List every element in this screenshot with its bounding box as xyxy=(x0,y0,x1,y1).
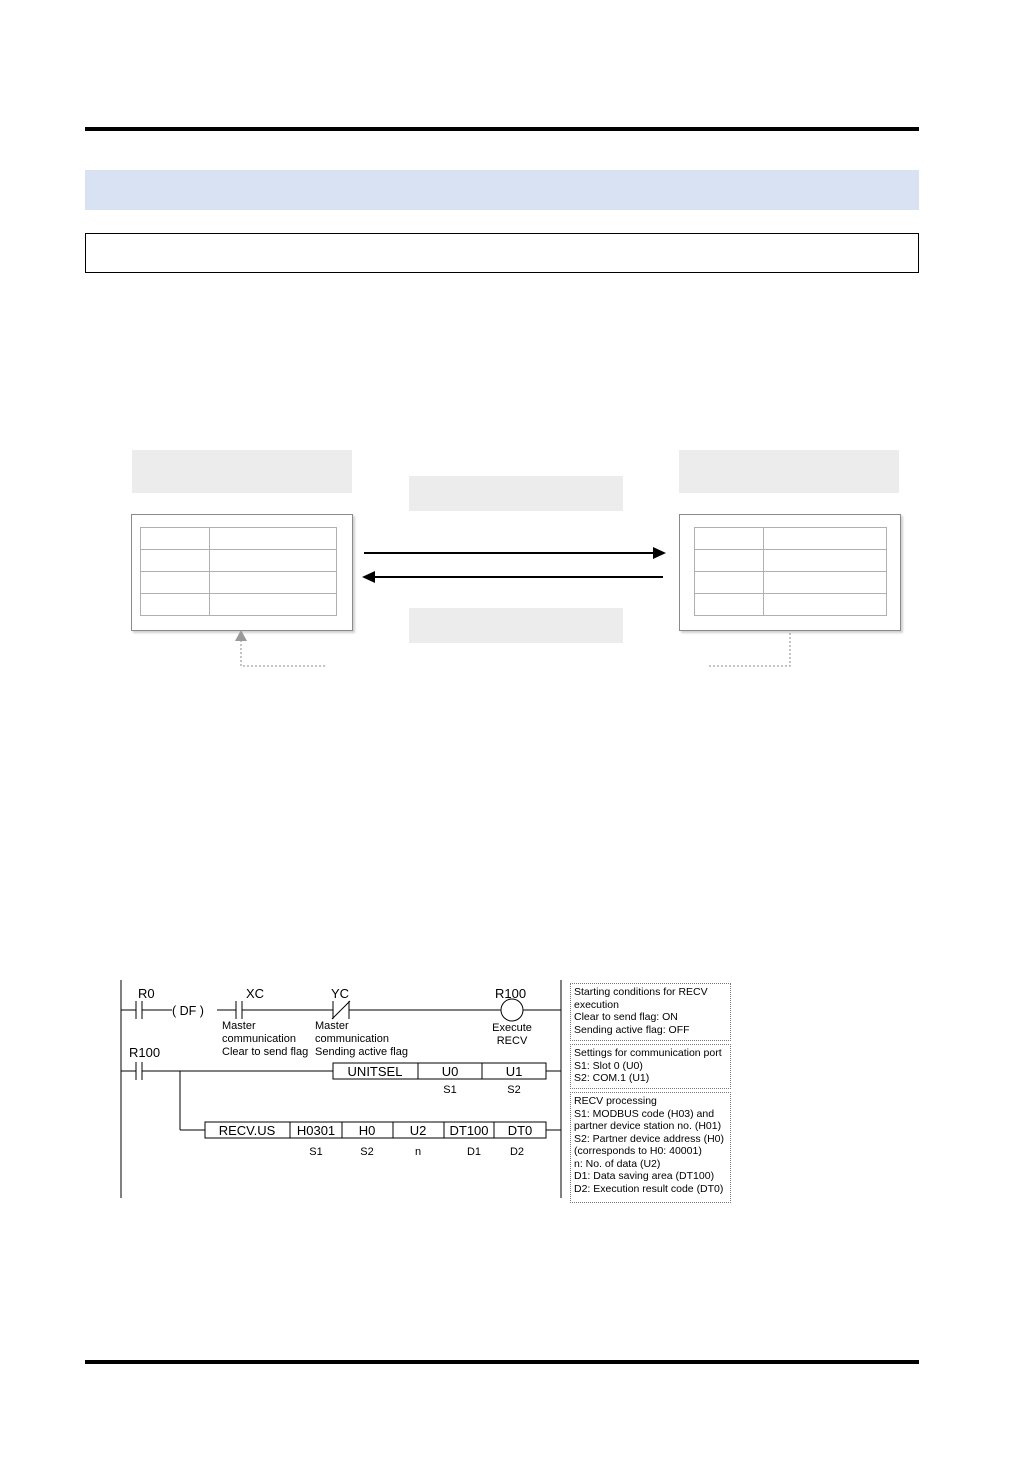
xc-desc-line: communication xyxy=(222,1033,296,1045)
unitsel-name: UNITSEL xyxy=(347,1064,403,1079)
r100-coil-label: R100 xyxy=(495,986,527,1001)
recv-param-n: n xyxy=(414,1146,422,1158)
store-arrow-head xyxy=(235,630,247,641)
note-line: S1: Slot 0 (U0) xyxy=(574,1059,643,1072)
recv-d1-value: DT100 xyxy=(449,1123,489,1138)
unitsel-s1-value: U0 xyxy=(441,1064,459,1079)
yc-desc-line: communication xyxy=(315,1033,389,1045)
note-line: partner device station no. (H01) xyxy=(574,1120,722,1132)
unitsel-param-s2: S2 xyxy=(507,1084,521,1096)
note-recv-processing xyxy=(570,1092,731,1203)
note-line: (corresponds to H0: 40001) xyxy=(574,1145,702,1157)
coil-desc-line: RECV xyxy=(496,1035,528,1047)
note-line: Starting conditions for RECV xyxy=(574,986,708,998)
recv-param-s1: S1 xyxy=(309,1146,323,1158)
coil-desc-line: Execute xyxy=(492,1022,532,1034)
xc-desc-line: Clear to send flag xyxy=(222,1046,309,1058)
note-line: S2: Partner device address (H0) xyxy=(574,1132,724,1145)
note-line: S1: MODBUS code (H03) and xyxy=(574,1107,715,1120)
recv-param-s2: S2 xyxy=(360,1146,374,1158)
command-arrow-head xyxy=(653,547,666,559)
diagram-arrows xyxy=(0,0,1032,700)
xc-desc-line: Master xyxy=(222,1020,256,1032)
r0-label: R0 xyxy=(138,986,155,1001)
unitsel-s2-value: U1 xyxy=(505,1064,523,1079)
recv-param-d1: D1 xyxy=(466,1146,482,1158)
recv-s1-value: H0301 xyxy=(296,1123,336,1138)
store-dotted-line xyxy=(241,640,325,666)
yc-desc-line: Sending active flag xyxy=(315,1046,408,1058)
unitsel-param-s1: S1 xyxy=(443,1084,457,1096)
note-line: n: No. of data (U2) xyxy=(574,1157,661,1170)
note-line: S2: COM.1 (U1) xyxy=(574,1072,650,1084)
recv-param-d2: D2 xyxy=(509,1146,525,1158)
note-port-settings xyxy=(570,1044,731,1089)
note-start-conditions xyxy=(570,983,731,1041)
note-line: Sending active flag: OFF xyxy=(574,1023,690,1036)
recv-d2-value: DT0 xyxy=(507,1123,533,1138)
note-line: Clear to send flag: ON xyxy=(574,1011,678,1023)
recv-n-value: U2 xyxy=(409,1123,427,1138)
response-arrow-head xyxy=(362,571,375,583)
yc-label: YC xyxy=(331,986,350,1001)
footer-rule xyxy=(85,1360,919,1364)
read-dotted-line xyxy=(709,630,790,666)
r100-contact-label: R100 xyxy=(129,1045,161,1060)
note-line: Settings for communication port xyxy=(574,1047,722,1059)
ladder-program xyxy=(0,970,1032,1210)
note-line: execution xyxy=(574,998,619,1011)
yc-normally-closed-slash xyxy=(332,1001,350,1019)
xc-label: XC xyxy=(246,986,265,1001)
note-line: D2: Execution result code (DT0) xyxy=(574,1182,724,1195)
df-instruction: ( DF ) xyxy=(172,1004,204,1018)
note-line: RECV processing xyxy=(574,1095,657,1107)
recv-name: RECV.US xyxy=(218,1123,276,1138)
recv-s2-value: H0 xyxy=(358,1123,376,1138)
note-line: D1: Data saving area (DT100) xyxy=(574,1170,715,1182)
yc-desc-line: Master xyxy=(315,1020,349,1032)
r100-coil xyxy=(501,999,523,1021)
